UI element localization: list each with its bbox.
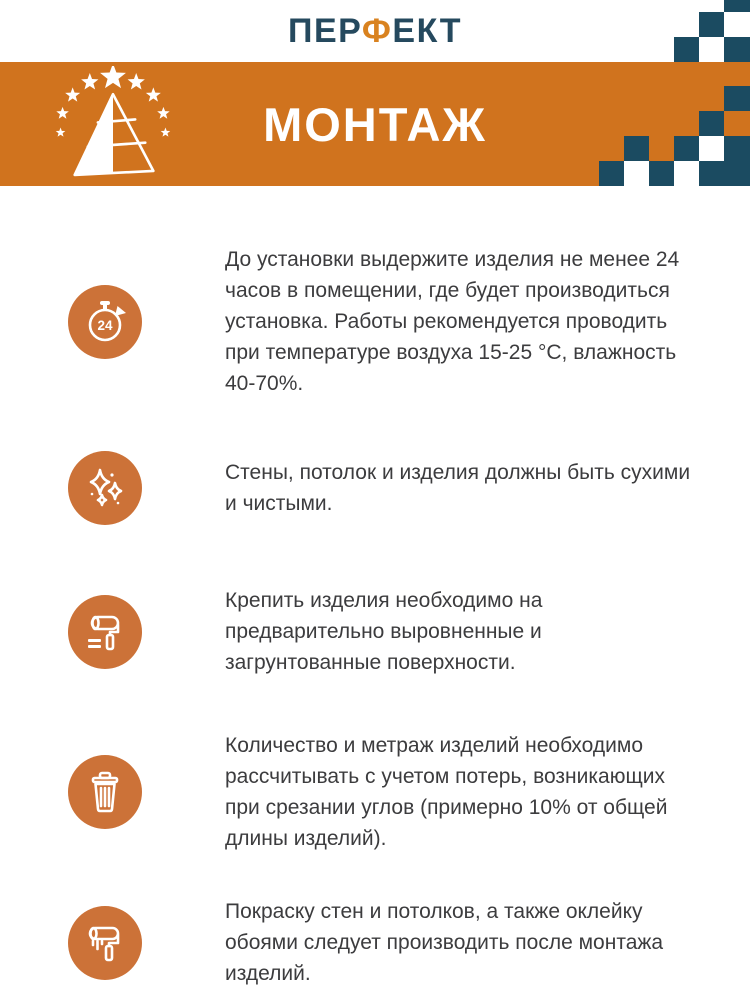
instruction-text: Покраску стен и потолков, а также оклейку обоями следует производить после монтажа изделий. [225, 900, 664, 985]
checker-square [724, 37, 750, 62]
page-title: МОНТАЖ [263, 97, 487, 151]
instruction-text: До установки выдержите изделия не менее 24 часов в помещении, где будет производиться установка. Работы рекомендуется проводить при температуре воздуха 15-25 °С, влажность 40-70%. [225, 248, 680, 395]
checker-square [699, 12, 724, 37]
checker-square [599, 161, 624, 186]
list-item [68, 244, 750, 399]
checker-square [699, 136, 724, 161]
brand-logo-text [288, 12, 462, 51]
tree-stars-logo-icon [52, 66, 174, 182]
trash-icon [68, 755, 142, 829]
paint-roller-drip-icon [68, 906, 142, 980]
top-brand-bar [0, 0, 750, 62]
checker-square [649, 161, 674, 186]
instructions-list [0, 186, 750, 989]
checker-square [724, 136, 750, 161]
checker-square [624, 161, 649, 186]
brand-logo-suffix: ЕКТ [392, 11, 462, 50]
list-item [68, 730, 750, 854]
checker-square [674, 161, 699, 186]
stopwatch-value: 24 [97, 317, 113, 333]
list-item [68, 585, 750, 678]
stopwatch-24-icon [68, 285, 142, 359]
brand-logo-accent-letter: Ф [361, 11, 393, 50]
checker-square [624, 136, 649, 161]
checker-square [724, 86, 750, 111]
checker-square [674, 136, 699, 161]
checker-pattern-bottom-left [0, 975, 750, 1000]
checker-square [724, 161, 750, 186]
sparkles-icon [68, 451, 142, 525]
checker-square [674, 37, 699, 62]
checker-square [699, 111, 724, 136]
brand-logo-prefix: ПЕР [288, 11, 362, 50]
instruction-text: Количество и метраж изделий необходимо рассчитывать с учетом потерь, возникающих при срезании углов (примерно 10% от общей длины изделий). [225, 734, 668, 850]
checker-square [699, 161, 724, 186]
list-item [68, 451, 750, 525]
instruction-text: Крепить изделия необходимо на предварительно выровненные и загрунтованные поверхности. [225, 589, 543, 674]
instruction-text: Стены, потолок и изделия должны быть сухими и чистыми. [225, 461, 691, 515]
checker-square [724, 0, 750, 12]
paint-roller-icon [68, 595, 142, 669]
